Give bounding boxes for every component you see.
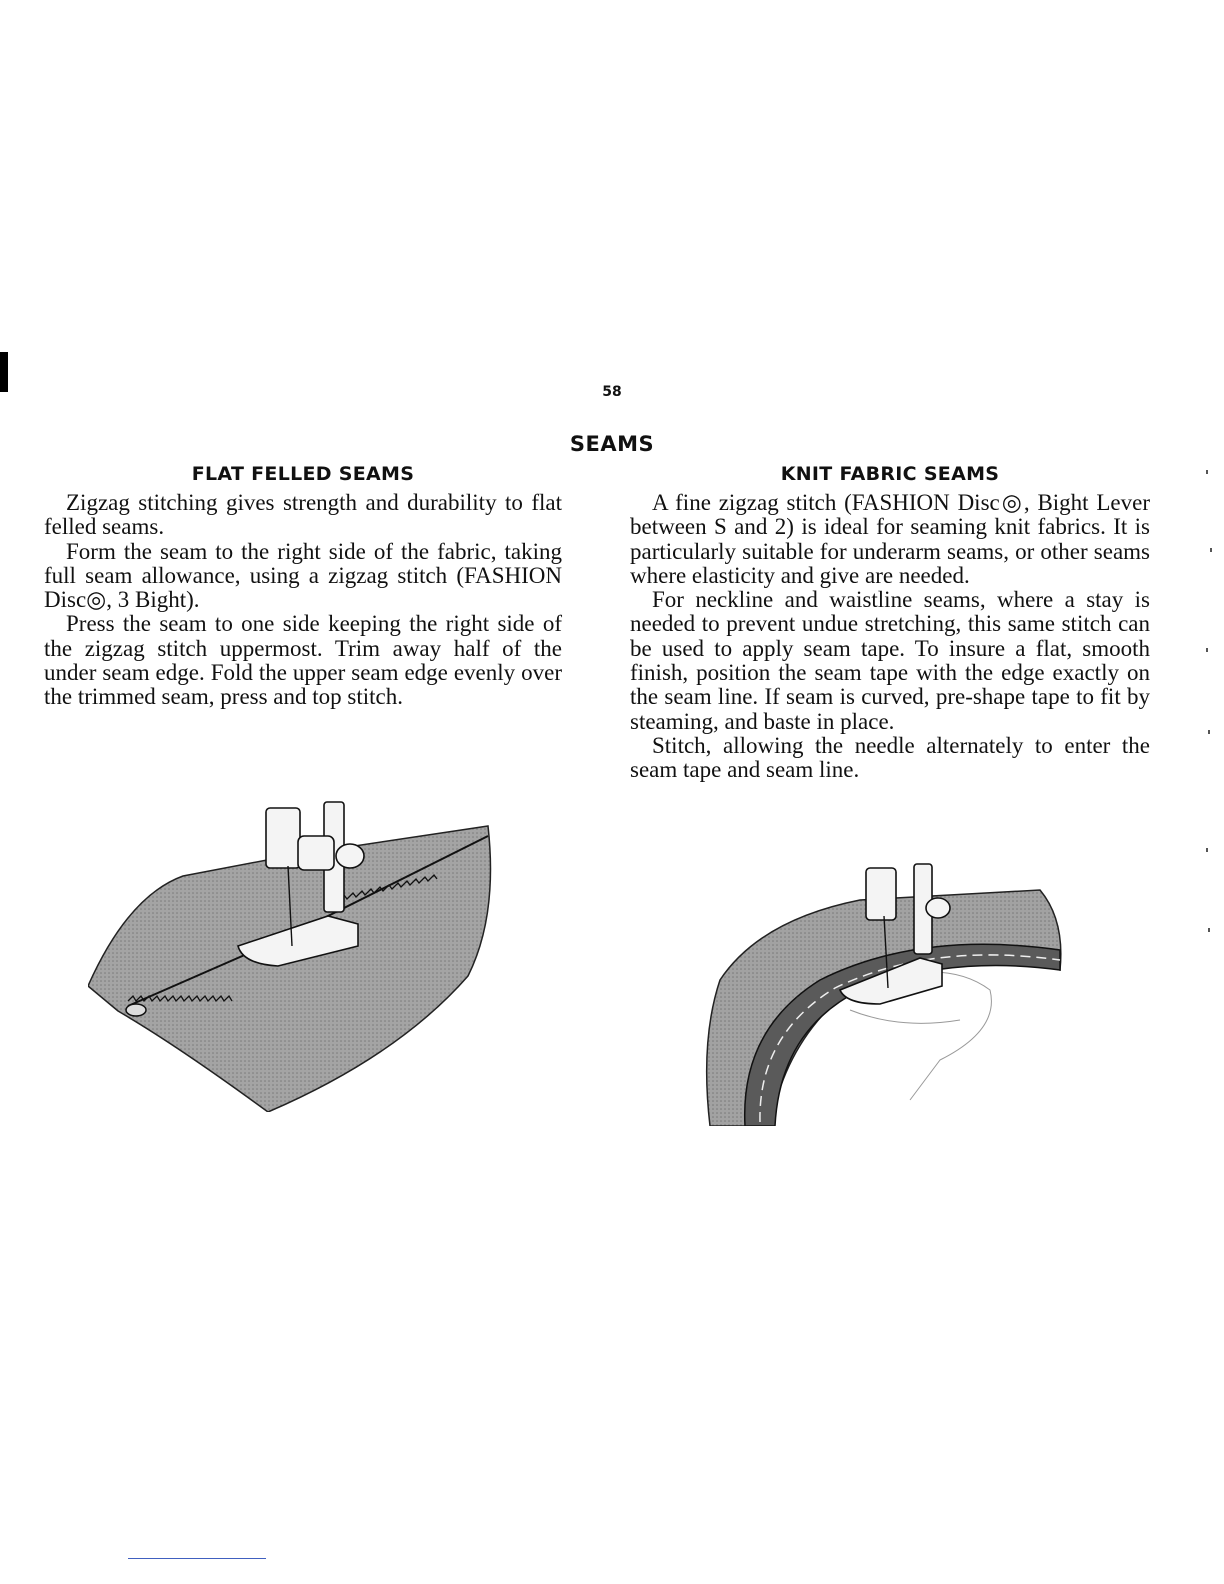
knit-fabric-paragraph-1: A fine zigzag stitch (FASHION Disc◎, Bight Lever between S and 2) is ideal for seaming knit fabrics. It is particularly suitable for underarm seams, or other seams where elasticity and give are needed. [630,490,1150,588]
knit-fabric-paragraph-2: For neckline and waistline seams, where a stay is needed to prevent undue stretching, this same stitch can be used to apply seam tape. To insure a flat, smooth finish, position the seam tape with the edge exactly on the seam line. If seam is curved, pre-shape tape to fit by steaming, and baste in place. [630,587,1150,734]
knit-fabric-seams-column [630,463,1150,783]
flat-felled-seams-heading: FLAT FELLED SEAMS [191,463,415,485]
fabric-piece [88,826,491,1112]
flat-felled-seam-illustration [88,796,508,1112]
flat-felled-paragraph-3: Press the seam to one side keeping the right side of the zigzag stitch uppermost. Trim away half of the under seam edge. Fold the upper seam edge evenly over the trimmed seam, press and top stitch. [44,611,562,710]
section-title: SEAMS [569,432,655,456]
folded-edge-roll [126,1004,146,1016]
page-number: 58 [602,384,622,400]
flat-felled-seams-column [44,463,562,710]
footer-rule [128,1558,266,1559]
knit-fabric-seams-heading: KNIT FABRIC SEAMS [780,463,1000,485]
knit-fabric-paragraph-3: Stitch, allowing the needle alternately to enter the seam tape and seam line. [630,732,1150,783]
flat-felled-paragraph-1: Zigzag stitching gives strength and durability to flat felled seams. [44,490,562,540]
flat-felled-paragraph-2: Form the seam to the right side of the fabric, taking full seam allowance, using a zigzag stitch (FASHION Disc◎, 3 Bight). [44,538,562,613]
knit-fabric-seam-illustration [700,860,1070,1126]
